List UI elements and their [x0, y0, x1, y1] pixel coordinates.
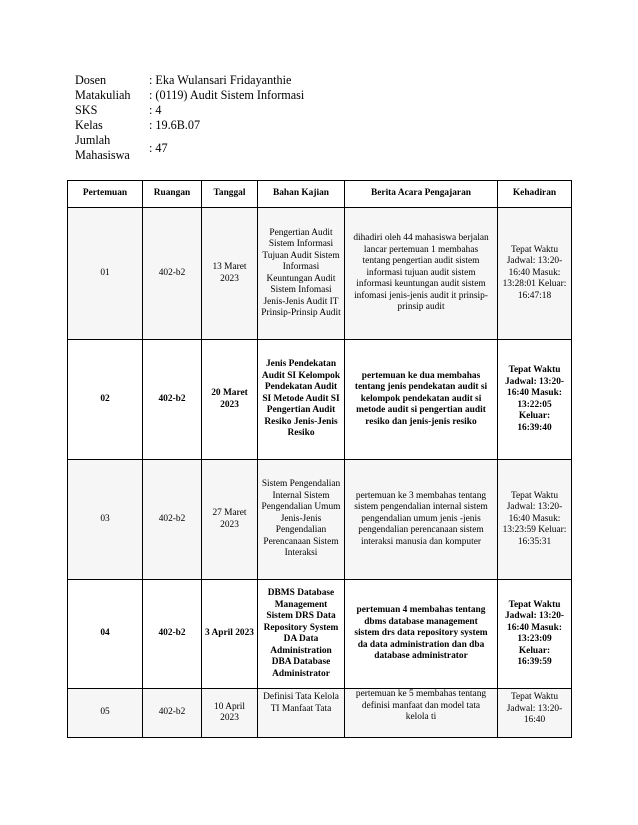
cell-berita-acara: pertemuan ke 5 membahas tentang definisi manfaat dan model tata kelola ti: [345, 689, 498, 738]
table-row: [68, 689, 572, 738]
table-header-row: [68, 181, 572, 208]
info-row-matakuliah: [75, 88, 565, 103]
cell-berita-acara: pertemuan 4 membahas tentang dbms database management sistem drs data repository system da data administration dan dba database administrator: [345, 580, 498, 689]
cell-bahan-kajian: Sistem Pengendalian Internal Sistem Pengendalian Umum Jenis-Jenis Pengendalian Perencanaan Sistem Interaksi: [258, 460, 345, 580]
cell-pertemuan: 01: [68, 208, 143, 340]
jumlah-label-line2: Mahasiswa: [75, 148, 130, 162]
dosen-label: Dosen: [75, 73, 107, 87]
jumlah-value: : 47: [149, 140, 168, 155]
cell-tanggal: 13 Maret 2023: [202, 208, 258, 340]
cell-tanggal: 20 Maret 2023: [202, 340, 258, 460]
sks-label: SKS: [75, 103, 98, 117]
kelas-label: Kelas: [75, 118, 103, 132]
col-header-tanggal: Tanggal: [202, 181, 258, 208]
table-row: [68, 580, 572, 689]
cell-berita-acara: pertemuan ke 3 membahas tentang sistem pengendalian internal sistem pengendalian umum jenis -jenis pengendalian perencanaan sistem interaksi manusia dan komputer: [345, 460, 498, 580]
table-row: [68, 340, 572, 460]
info-row-kelas: [75, 118, 565, 133]
matakuliah-label: Matakuliah: [75, 88, 131, 102]
cell-tanggal: 10 April 2023: [202, 689, 258, 738]
cell-pertemuan: 04: [68, 580, 143, 689]
cell-bahan-kajian: DBMS Database Management Sistem DRS Data Repository System DA Data Administration DBA Database Administrator: [258, 580, 345, 689]
cell-kehadiran: Tepat Waktu Jadwal: 13:20-16:40: [498, 689, 572, 738]
cell-ruangan: 402-b2: [143, 580, 202, 689]
table-row: [68, 208, 572, 340]
cell-ruangan: 402-b2: [143, 340, 202, 460]
info-row-sks: [75, 103, 565, 118]
cell-ruangan: 402-b2: [143, 208, 202, 340]
cell-pertemuan: 02: [68, 340, 143, 460]
col-header-kehadiran: Kehadiran: [498, 181, 572, 208]
col-header-bahan-kajian: Bahan Kajian: [258, 181, 345, 208]
jumlah-label: [75, 133, 149, 163]
cell-bahan-kajian: Pengertian Audit Sistem Informasi Tujuan Audit Sistem Informasi Keuntungan Audit Sistem Infomasi Jenis-Jenis Audit IT Prinsip-Prinsip Audit: [258, 208, 345, 340]
cell-ruangan: 402-b2: [143, 689, 202, 738]
dosen-value: : Eka Wulansari Fridayanthie: [149, 73, 292, 87]
cell-bahan-kajian: Definisi Tata Kelola TI Manfaat Tata: [258, 689, 345, 738]
info-row-dosen: [75, 73, 565, 88]
cell-tanggal: 3 April 2023: [202, 580, 258, 689]
cell-berita-acara: pertemuan ke dua membahas tentang jenis pendekatan audit si kelompok pendekatan audit si metode audit si pengertian audit resiko dan jenis-jenis resiko: [345, 340, 498, 460]
col-header-ruangan: Ruangan: [143, 181, 202, 208]
cell-kehadiran: Tepat Waktu Jadwal: 13:20-16:40 Masuk: 13:23:09 Keluar: 16:39:59: [498, 580, 572, 689]
cell-tanggal: 27 Maret 2023: [202, 460, 258, 580]
table-row: [68, 460, 572, 580]
cell-ruangan: 402-b2: [143, 460, 202, 580]
cell-kehadiran: Tepat Waktu Jadwal: 13:20-16:40 Masuk: 13:22:05 Keluar: 16:39:40: [498, 340, 572, 460]
jumlah-label-line1: Jumlah: [75, 133, 111, 147]
attendance-table: [67, 180, 572, 738]
cell-pertemuan: 05: [68, 689, 143, 738]
kelas-value: : 19.6B.07: [149, 118, 201, 132]
col-header-pertemuan: Pertemuan: [68, 181, 143, 208]
cell-kehadiran: Tepat Waktu Jadwal: 13:20-16:40 Masuk: 13:23:59 Keluar: 16:35:31: [498, 460, 572, 580]
col-header-berita-acara: Berita Acara Pengajaran: [345, 181, 498, 208]
cell-berita-acara: dihadiri oleh 44 mahasiswa berjalan lancar pertemuan 1 membahas tentang pengertian audit sistem informasi tujuan audit sistem informasi keuntungan audit sistem infomasi jenis-jenis audit it prinsip-prinsip audit: [345, 208, 498, 340]
cell-kehadiran: Tepat Waktu Jadwal: 13:20-16:40 Masuk: 13:28:01 Keluar: 16:47:18: [498, 208, 572, 340]
cell-bahan-kajian: Jenis Pendekatan Audit SI Kelompok Pendekatan Audit SI Metode Audit SI Pengertian Audit Resiko Jenis-Jenis Resiko: [258, 340, 345, 460]
info-row-jumlah: [75, 133, 565, 163]
matakuliah-value: : (0119) Audit Sistem Informasi: [149, 88, 305, 102]
sks-value: : 4: [149, 103, 162, 117]
cell-pertemuan: 03: [68, 460, 143, 580]
course-info: [75, 73, 565, 163]
